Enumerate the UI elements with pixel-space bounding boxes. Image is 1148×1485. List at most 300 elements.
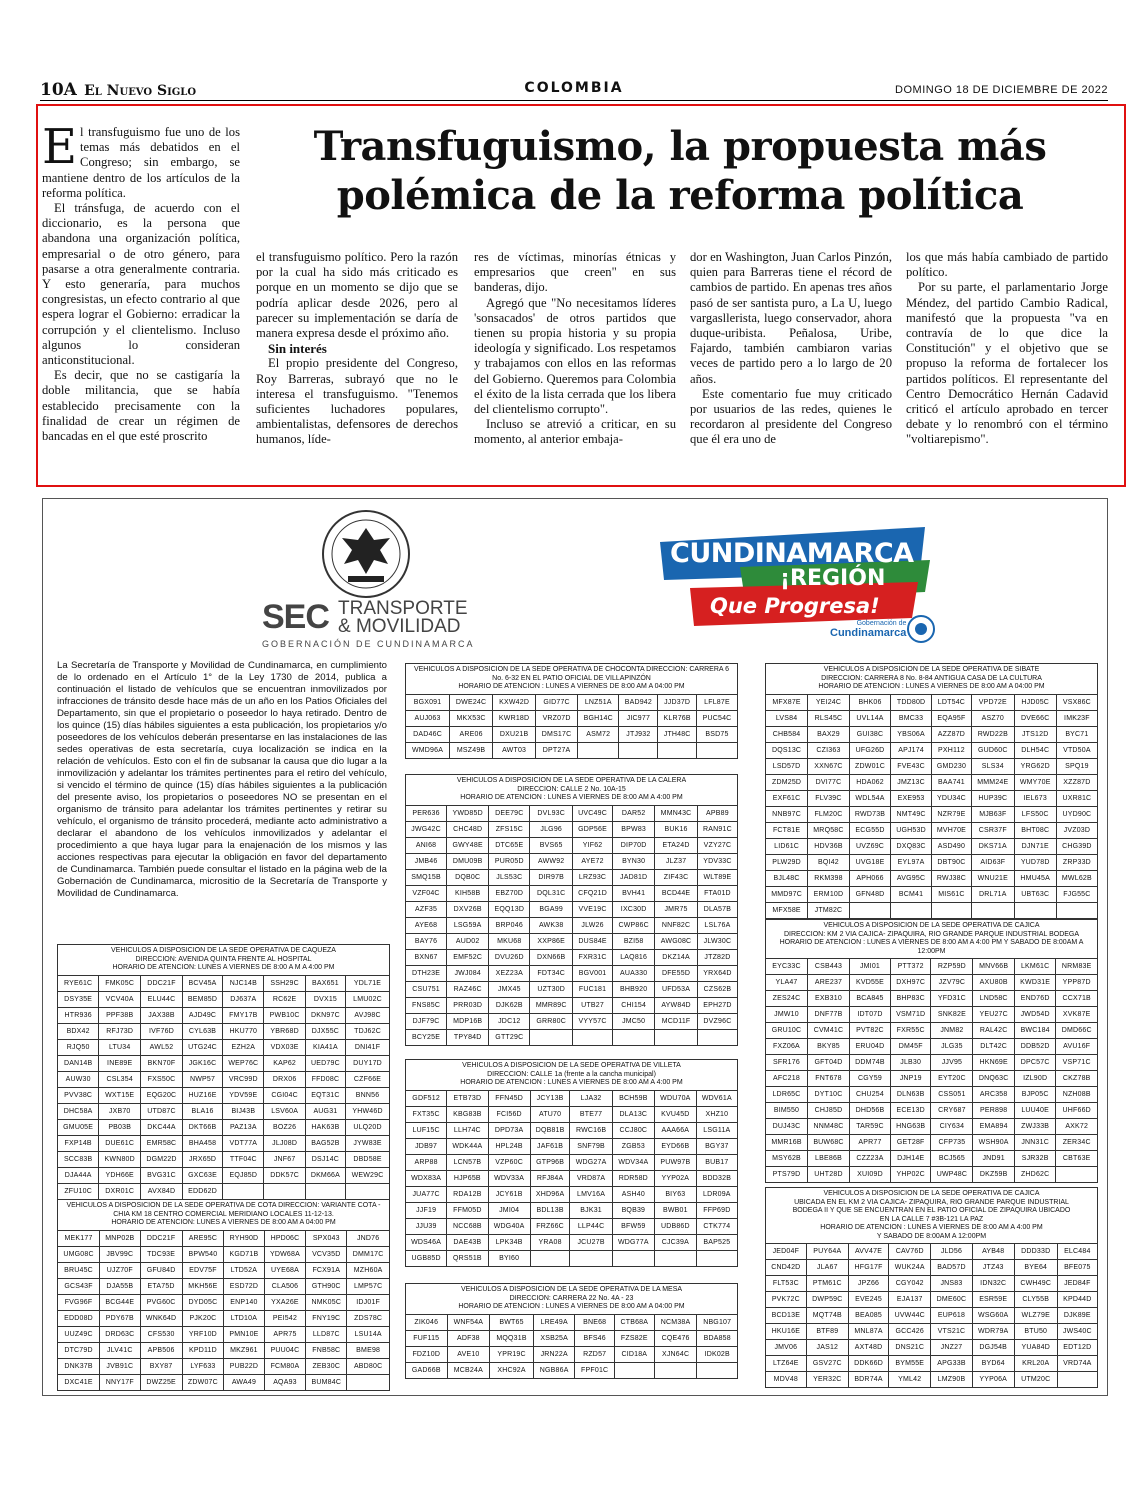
plate-cell (1056, 902, 1097, 918)
article-column-1 (42, 119, 240, 444)
plate-cell: ZIK046 (406, 1314, 448, 1330)
plate-cell: EDD08D (58, 1310, 100, 1326)
plate-cell: JLS53C (489, 869, 530, 885)
plate-cell: BPW540 (182, 1246, 224, 1262)
plate-cell: YEI24C (808, 694, 850, 710)
plate-cell: RFJ84A (530, 1170, 570, 1186)
table-row (58, 1167, 390, 1183)
plate-cell: ERM10D (808, 886, 850, 902)
table-header-line: HORARIO DE ATENCION: LUNES A VIERNES DE 8:00 AM A 04:00 PM (111, 1219, 336, 1226)
plate-cell: LSD57D (766, 758, 808, 774)
plate-cell: JNN31C (1014, 1135, 1056, 1151)
plate-cell: WXT15E (99, 1087, 141, 1103)
cundinamarca-brand-logo (650, 522, 940, 632)
plate-cell: APB89 (697, 805, 737, 821)
article-column-3 (474, 250, 676, 448)
table-row (58, 1246, 390, 1262)
plate-cell (530, 1029, 573, 1045)
plate-cell: MRQ58C (808, 822, 850, 838)
plate-cell (573, 1029, 613, 1045)
plate-cell: YHW46D (346, 1103, 390, 1119)
plate-cell: HPL24B (488, 1138, 530, 1154)
plate-cell: SCC83B (58, 1151, 99, 1167)
plate-cell: BQB39 (612, 1202, 654, 1218)
plate-cell: WLZ79E (1014, 1308, 1057, 1324)
table-row (766, 1055, 1098, 1071)
plate-cell: BQI42 (808, 854, 850, 870)
plate-cell: MIS61C (931, 886, 971, 902)
table-header-line: DIRECCION: CARRERA 8 No. 8-84 ANTIGUA CASA DE LA CULTURA (821, 674, 1042, 682)
plate-cell: CRY687 (931, 1103, 973, 1119)
plate-cell: GRU10C (766, 1023, 808, 1039)
plate-cell: DME60C (931, 1292, 972, 1308)
plate-cell: PEI542 (264, 1310, 306, 1326)
plate-cell: MSY62B (766, 1151, 808, 1167)
table-row (406, 1250, 738, 1266)
plate-cell: CWP86C (613, 917, 655, 933)
plate-cell: LUU40E (1014, 1103, 1056, 1119)
plate-cell: WSG60A (972, 1308, 1014, 1324)
table-row (766, 758, 1098, 774)
table-row (406, 1314, 738, 1330)
plate-cell: LLD87C (306, 1326, 347, 1342)
plate-cell: DJF79C (406, 1013, 447, 1029)
paragraph: El propio presidente del Congreso, Roy Barreras, subrayó que no le interesa el transfuguismo. "Tenemos suficientes luchadores populares, ambientalistas, defensores de derechos humanos, líde- (256, 356, 458, 447)
plate-cell: PUB22D (224, 1358, 265, 1374)
table-row (766, 1260, 1098, 1276)
table-row (58, 1278, 390, 1294)
vehicle-table-cota (57, 1199, 390, 1391)
table-row (58, 1007, 390, 1023)
article-column-2 (256, 250, 458, 448)
plate-cell: VTS21C (931, 1324, 972, 1340)
plate-cell: DLH54C (1014, 742, 1056, 758)
plate-cell: CHI154 (613, 997, 655, 1013)
plate-cell: VDX03E (264, 1039, 305, 1055)
plate-cell: UJZ70F (100, 1262, 141, 1278)
plate-cell: DVZ96C (697, 1013, 737, 1029)
plate-cell: EMA894 (973, 1119, 1015, 1135)
plate-cell: JXB70 (99, 1103, 141, 1119)
plate-cell: JZV79C (931, 975, 973, 991)
plate-cell: BGX091 (406, 694, 450, 710)
plate-cell: TPY84D (447, 1029, 489, 1045)
plate-cell: CTK774 (696, 1218, 737, 1234)
plate-cell: BHA458 (182, 1135, 222, 1151)
plate-cell: UBT63C (1014, 886, 1056, 902)
plate-cell (654, 1250, 696, 1266)
plate-cell: BEA085 (848, 1308, 888, 1324)
table-row (766, 806, 1098, 822)
plate-cell: UWP48C (931, 1167, 973, 1183)
plate-cell: XXP86E (530, 933, 573, 949)
plate-cell: DAN14B (58, 1055, 99, 1071)
plate-cell: LDR65C (766, 1087, 808, 1103)
plate-cell: KWR18D (493, 710, 536, 726)
plate-cell: JWD54D (1014, 1007, 1056, 1023)
plate-cell: UUZ49C (58, 1326, 100, 1342)
plate-cell: EMF52C (447, 949, 489, 965)
plate-cell: EZH2A (223, 1039, 264, 1055)
plate-cell: BJP05C (1014, 1087, 1056, 1103)
plate-cell: ANI68 (406, 837, 447, 853)
plate-cell: EQG20C (141, 1087, 183, 1103)
plate-cell: NCC68B (447, 1218, 488, 1234)
plate-cell: DMD66C (1056, 1023, 1098, 1039)
plate-cell: MKZ961 (224, 1342, 265, 1358)
plate-cell: DMM17C (347, 1246, 390, 1262)
plate-cell: VSP71C (1056, 1055, 1098, 1071)
gobernacion-name: Cundinamarca (830, 627, 907, 639)
plate-cell: FJG55C (1056, 886, 1097, 902)
plate-cell: UVZ69C (849, 838, 890, 854)
plate-cell: VDT77A (223, 1135, 264, 1151)
plate-cell: CLA506 (264, 1278, 306, 1294)
table-row (766, 1324, 1098, 1340)
plate-cell: ARE06 (450, 726, 493, 742)
plate-cell: DPT27A (536, 742, 578, 758)
plate-cell: AVJ98C (346, 1007, 390, 1023)
plate-cell: YDW68A (264, 1246, 306, 1262)
plate-cell: GMU05E (58, 1119, 99, 1135)
table-row (766, 1244, 1098, 1260)
plate-cell: HMU45A (1014, 870, 1056, 886)
plate-cell: BVH41 (613, 885, 655, 901)
plate-cell: WDG77A (612, 1234, 654, 1250)
plate-cell: JMR75 (655, 901, 698, 917)
plate-cell: MQQ31B (490, 1330, 534, 1346)
plate-cell: GTT29C (489, 1029, 530, 1045)
plate-cell: MDP16B (447, 1013, 489, 1029)
plate-cell: LTU34 (99, 1039, 141, 1055)
plate-cell: KRL20A (1014, 1356, 1057, 1372)
plate-cell: BIM550 (766, 1103, 808, 1119)
plate-cell: DKN97C (305, 1007, 345, 1023)
plate-cell: CZF66E (346, 1071, 390, 1087)
plate-cell: RAL42C (973, 1023, 1015, 1039)
table-header-line: HORARIO DE ATENCION : LUNES A VIERNES DE 8:00 AM A 4:00 PM (460, 1079, 683, 1086)
plate-cell: YLA47 (766, 975, 808, 991)
page-number: 10A (40, 80, 77, 100)
plate-cell: AZZ87D (931, 726, 971, 742)
plate-cell: MMN43C (655, 805, 698, 821)
paragraph: l transfuguismo fue uno de los temas más debatidos en el Congreso; sin embargo, se mantiene dentro de los artículos de la reforma política. (42, 125, 240, 200)
plate-cell: JYW83E (346, 1135, 390, 1151)
table-header (406, 664, 738, 695)
plate-cell: ASH40 (612, 1186, 654, 1202)
plate-cell (530, 1250, 570, 1266)
plate-cell: TDC93E (140, 1246, 182, 1262)
plate-cell: EDD62D (182, 1183, 222, 1199)
plate-cell: XVK87E (1056, 1007, 1098, 1023)
plate-cell: DQS13C (766, 742, 808, 758)
plate-cell: CAV76D (889, 1244, 931, 1260)
plate-cell: BGA99 (530, 901, 573, 917)
table-row (58, 1103, 390, 1119)
plate-cell: UGH53D (891, 822, 932, 838)
plate-cell: ENP140 (224, 1294, 265, 1310)
plate-cell: FFD08C (305, 1071, 345, 1087)
plate-cell: MKH56E (182, 1278, 224, 1294)
plate-cell: LRZ93C (573, 869, 613, 885)
plate-cell: CGY59 (850, 1071, 891, 1087)
plate-cell: CJC39A (654, 1234, 696, 1250)
plate-cell: KLR76B (658, 710, 697, 726)
plate-cell: WSH90A (973, 1135, 1015, 1151)
plate-cell: DUS84E (573, 933, 613, 949)
plate-cell: ZDM25D (766, 774, 808, 790)
table-row (766, 1119, 1098, 1135)
table-row (766, 1308, 1098, 1324)
plate-cell: MDV48 (766, 1372, 807, 1388)
brand-slogan: Que Progresa! (710, 594, 880, 618)
table-row (58, 1326, 390, 1342)
table-row (766, 726, 1098, 742)
plate-cell (613, 1029, 655, 1045)
plate-cell: JNZ27 (931, 1340, 972, 1356)
plate-cell: CKZ78B (1056, 1071, 1098, 1087)
plate-cell: YBS06A (891, 726, 932, 742)
plate-cell: DTC79D (58, 1342, 100, 1358)
plate-cell: DNQ63C (973, 1071, 1015, 1087)
plate-cell: LND58C (973, 991, 1015, 1007)
plate-cell: VRC99D (223, 1071, 264, 1087)
plate-cell: UTM20C (1014, 1372, 1057, 1388)
plate-cell: HUZ16E (182, 1087, 222, 1103)
plate-cell: NMK05C (306, 1294, 347, 1310)
plate-cell: LKM61C (1014, 959, 1056, 975)
plate-cell: CGI04C (264, 1087, 305, 1103)
gobernacion-small: Gobernación de (856, 620, 907, 627)
plate-cell: DJX55C (305, 1023, 345, 1039)
plate-cell: EJA137 (889, 1292, 931, 1308)
plate-cell: DAR52 (613, 805, 655, 821)
plate-cell: JJD37D (658, 694, 697, 710)
plate-cell: ZDW07C (182, 1374, 224, 1390)
plate-cell: ESR59E (972, 1292, 1014, 1308)
plate-cell: XHC92A (490, 1362, 534, 1378)
plate-cell (305, 1183, 345, 1199)
plate-cell: PVG60C (140, 1294, 182, 1310)
plate-cell: EQT31C (305, 1087, 345, 1103)
plate-cell: YER32C (806, 1372, 848, 1388)
plate-cell: HKU770 (223, 1023, 264, 1039)
plate-cell: EXB310 (808, 991, 850, 1007)
plate-cell: YDV33C (697, 853, 737, 869)
plate-cell: WDS46A (406, 1234, 447, 1250)
plate-cell: EDV75F (182, 1262, 224, 1278)
plate-cell: EQA95F (931, 710, 971, 726)
plate-cell: ZDW01C (849, 758, 890, 774)
plate-cell: APR77 (850, 1135, 891, 1151)
plate-cell: FDZ10D (406, 1346, 448, 1362)
plate-cell: WDR79A (972, 1324, 1014, 1340)
plate-cell: HKN69E (973, 1055, 1015, 1071)
plate-cell: LSG59A (447, 917, 489, 933)
plate-cell: PVV38C (58, 1087, 99, 1103)
plate-cell: CFQ21D (573, 885, 613, 901)
plate-cell: IEL673 (1014, 790, 1056, 806)
plate-cell: PRR03D (447, 997, 489, 1013)
plate-cell: PPF38B (99, 1007, 141, 1023)
plate-cell: CFS530 (140, 1326, 182, 1342)
plate-cell: CHB584 (766, 726, 808, 742)
plate-cell: DNS21C (889, 1340, 931, 1356)
plate-cell: BNN56 (346, 1087, 390, 1103)
plate-cell: XUI09D (850, 1167, 891, 1183)
table-row (766, 1292, 1098, 1308)
plate-cell: PDY67B (100, 1310, 141, 1326)
plate-cell: EVE245 (848, 1292, 888, 1308)
table-row (406, 1346, 738, 1362)
plate-cell: DHC58A (58, 1103, 99, 1119)
plate-cell: PUC54C (697, 710, 738, 726)
plate-cell: QRS51B (447, 1250, 488, 1266)
plate-cell: LMZ90B (931, 1372, 972, 1388)
plate-cell: XHZ10 (696, 1106, 737, 1122)
plate-cell: ELC484 (1057, 1244, 1097, 1260)
plate-cell: UMG08C (58, 1246, 100, 1262)
table-row (766, 975, 1098, 991)
plate-cell: ASM72 (578, 726, 619, 742)
plate-cell (697, 1362, 738, 1378)
plate-cell: DDK57C (264, 1167, 305, 1183)
plate-cell: AVE10 (447, 1346, 490, 1362)
plate-cell: JNP19 (890, 1071, 930, 1087)
table-row (766, 991, 1098, 1007)
table-row (406, 821, 738, 837)
plate-cell: BDA858 (697, 1330, 738, 1346)
plate-cell: AVV47E (848, 1244, 888, 1260)
plate-cell: NBG107 (697, 1314, 738, 1330)
plate-cell: FLT53C (766, 1276, 807, 1292)
plate-cell: VCV35D (306, 1246, 347, 1262)
table-row (406, 1138, 738, 1154)
plate-cell: FNY19C (306, 1310, 347, 1326)
plate-cell: KPD44D (1057, 1292, 1097, 1308)
plate-cell: BJK31 (570, 1202, 612, 1218)
plate-cell: AZF35 (406, 901, 447, 917)
plate-cell: FCI56D (488, 1106, 530, 1122)
plate-cell: BDD32B (696, 1170, 737, 1186)
plate-cell: LDR09A (696, 1186, 737, 1202)
paragraph: Agregó que "No necesitamos líderes 'sonsacados' de otros partidos que tienen su propia historia y su propia ideología y significado. Los respetamos y trabajamos con ellos en las reformas del Gobierno. Queremos para Colombia el éxito de la lista cerrada que los libera del clientelismo corrupto". (474, 295, 676, 417)
table-header (406, 1060, 738, 1091)
plate-cell: BGY37 (696, 1138, 737, 1154)
plate-cell: DNF77B (808, 1007, 850, 1023)
plate-cell: DJK62B (489, 997, 530, 1013)
table-row (406, 965, 738, 981)
plate-cell: MKX53C (450, 710, 493, 726)
plate-cell: AXK72 (1056, 1119, 1098, 1135)
plate-cell: UFG26D (849, 742, 890, 758)
plate-cell: YYP06A (972, 1372, 1014, 1388)
table-header-line: VEHICULOS A DISPOSICION DE LA SEDE OPERATIVA DE COTA DIRECCION: VARIANTE COTA - CHIA KM 18 CENTRO COMERCIAL MERIDIANO LOCALES 11-12-13. (66, 1202, 381, 1218)
plate-cell: LBE86B (808, 1151, 850, 1167)
plate-cell: BCY25E (406, 1029, 447, 1045)
plate-cell: CHJ85D (808, 1103, 850, 1119)
gobernacion-seal-icon (906, 614, 936, 648)
plate-cell: SLS34 (971, 758, 1014, 774)
article-title: Transfuguismo, la propuesta más polémica de la reforma política (313, 123, 1047, 219)
plate-cell: WEP76C (223, 1055, 264, 1071)
plate-cell: BCH59B (612, 1090, 654, 1106)
plate-cell: UHT28D (808, 1167, 850, 1183)
plate-cell: DWE24C (450, 694, 493, 710)
table-row (766, 1276, 1098, 1292)
plate-cell: ZFU10C (58, 1183, 99, 1199)
plate-cell: HJP65B (447, 1170, 488, 1186)
plate-cell: XHD96A (530, 1186, 570, 1202)
plate-cell: XSB25A (533, 1330, 575, 1346)
plate-cell: UYD90C (1056, 806, 1097, 822)
plate-cell: JNF67 (264, 1151, 305, 1167)
plate-cell: MFX58E (766, 902, 808, 918)
table-header (766, 1188, 1098, 1244)
plate-cell: EYD66B (654, 1138, 696, 1154)
plate-cell: WDG40A (488, 1218, 530, 1234)
table-row (766, 854, 1098, 870)
notice-intro-text: La Secretaría de Transporte y Movilidad de Cundinamarca, en cumplimiento de lo ordenado en el Artículo 1° de la Ley 1730 de 2014, publica a continuación el listado de vehículos que se encuentran inmovilizados por infracciones de tránsito desde hace más de un año en los Patios Oficiales del Departamento, sin que el propietario o poseedor lo haya retirado. Dentro de los quince (15) días hábiles siguientes a esta publicación, los propietarios y/o poseedores de los vehículos deberán presentarse en las instalaciones de las sedes operativas de esta secretaría, cuya localización se indica en la relación de vehículos. Esto con el fin de subsanar la causa que dio lugar a la inmovilización y adelantar los trámites pertinentes para el retiro del vehículo, si vencido el término de quince (15) días hábiles siguientes a la publicación del presente aviso, los propietarios o poseedores NO se presentan en el organismo de tránsito para adelantar los trámites pertinentes y retirar su vehículo, el organismo de tránsito procederá, mediante acto administrativo a declarar el abandono de los vehículos inmovilizados y adelantar el procedimiento a que haya lugar para la enajenación de los mismos y las acciones respectivas para ejecutar la obligación en favor del departamento de Cundinamarca. También puede consultar el listado en la página web de la Gobernación de Cundinamarca, micrositio de la Secretaría de Transporte y Movilidad de Cundinamarca. (57, 660, 387, 899)
plate-cell: JTS12D (1014, 726, 1056, 742)
plate-cell: YDL71E (346, 975, 390, 991)
plate-cell: FCT81E (766, 822, 808, 838)
table-row (406, 933, 738, 949)
plate-cell: EYL97A (891, 854, 932, 870)
table-header (58, 1200, 390, 1231)
plate-cell: JLG96 (530, 821, 573, 837)
plate-cell: HAK63B (305, 1119, 345, 1135)
plate-cell: WNF54A (447, 1314, 490, 1330)
plate-cell: DLA13C (612, 1106, 654, 1122)
plate-cell: BZI58 (613, 933, 655, 949)
plate-cell: JLZ37 (655, 853, 698, 869)
plate-cell: SNK82E (931, 1007, 973, 1023)
plate-cell: BWC184 (1014, 1023, 1056, 1039)
plate-cell: IXC30D (613, 901, 655, 917)
plate-cell: UED79C (305, 1055, 345, 1071)
plate-cell: EXF61C (766, 790, 808, 806)
plate-cell: JLA67 (806, 1260, 848, 1276)
table-row (406, 853, 738, 869)
plate-cell: DFE55D (655, 965, 698, 981)
vehicle-table-choconta (405, 663, 738, 759)
plate-cell: LMV16A (570, 1186, 612, 1202)
plate-cell: NWP57 (182, 1071, 222, 1087)
plate-cell: PUR05D (489, 853, 530, 869)
table-row (766, 710, 1098, 726)
article-column-4 (690, 250, 892, 448)
plate-cell: DLA57B (697, 901, 737, 917)
plate-cell: DVL93C (530, 805, 573, 821)
plate-cell: FUF115 (406, 1330, 448, 1346)
table-row (58, 1023, 390, 1039)
plate-cell: VCV40A (99, 991, 141, 1007)
plate-cell: MMD97C (766, 886, 808, 902)
plate-cell: JCU27B (570, 1234, 612, 1250)
plate-cell: PB03B (99, 1119, 141, 1135)
plate-cell: YEU27C (973, 1007, 1015, 1023)
plate-cell: UGB85D (406, 1250, 447, 1266)
plate-cell: DSJ14C (305, 1151, 345, 1167)
table-row (58, 1374, 390, 1390)
plate-cell: EYT20C (931, 1071, 973, 1087)
plate-cell: JMW10 (766, 1007, 808, 1023)
table-header-line: HORARIO DE ATENCION : LUNES A VIERNES DE 8:00 AM A 4:00 PM (460, 794, 683, 801)
plate-cell: RZP59D (931, 959, 973, 975)
plate-cell: CGY042 (889, 1276, 931, 1292)
plate-cell (1057, 1372, 1097, 1388)
